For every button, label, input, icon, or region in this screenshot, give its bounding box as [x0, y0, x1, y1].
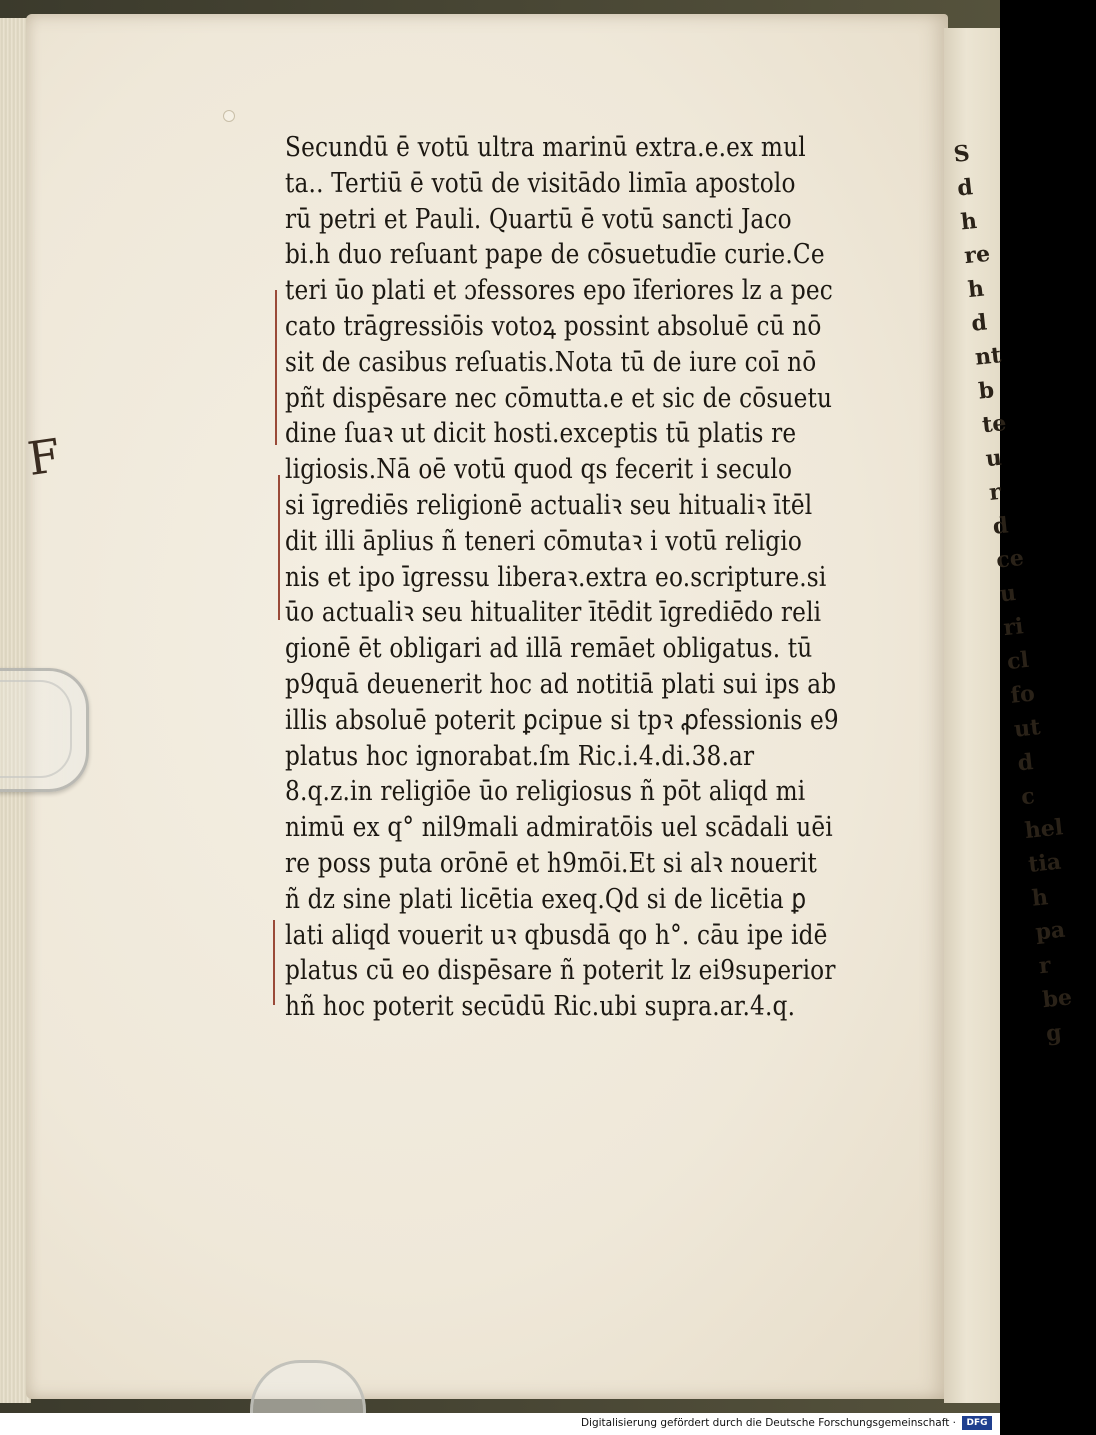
marginal-bracket-3 — [273, 920, 275, 1005]
text-line: platus hoc ignorabat.ſm Ric.i.4.di.38.ar — [285, 740, 755, 772]
text-line: platus cū eo dispēsare ñ poterit lz ei9superior — [285, 955, 836, 987]
text-line: cato trāgressiōis votoꝝ possint absoluē cū nō — [285, 310, 822, 342]
funding-credit: Digitalisierung gefördert durch die Deutsche Forschungsgemeinschaft · — [580, 1417, 956, 1429]
text-line: ta.. Tertiū ē votū de visitādo limīa apostolo — [285, 167, 796, 199]
text-line: hñ hoc poterit secūdū Ric.ubi supra.ar.4.q. — [285, 991, 796, 1023]
marginal-note-f: F — [24, 428, 64, 486]
main-text-block — [285, 130, 885, 1025]
marginal-bracket-2 — [278, 475, 280, 620]
page-hole — [223, 110, 235, 122]
paper-clip-left-inner — [0, 680, 72, 778]
text-line: nis et ipo īgressu liberaꝛ.extra eo.scripture.si — [285, 561, 827, 593]
text-line: 8.q.z.in religiōe ūo religiosus ñ pōt aliqd mi — [285, 776, 806, 808]
dfg-logo-icon: DFG — [962, 1416, 992, 1430]
marginal-bracket-1 — [275, 290, 277, 445]
text-line: Secundū ē votū ultra marinū extra.e.ex mul — [285, 132, 806, 163]
text-line: illis absoluē poterit ꝑcipue si tpꝛ ꝓfessionis e9 — [285, 704, 839, 736]
text-line: rū petri et Pauli. Quartū ē votū sancti Jaco — [285, 203, 792, 235]
text-line: dit illi āplius ñ teneri cōmutaꝛ i votū religio — [285, 525, 803, 557]
text-line: p9quā deuenerit hoc ad notitiā plati sui ips ab — [285, 668, 837, 700]
text-line: nimū ex q° nil9mali admiratōis uel scādali uēi — [285, 812, 833, 844]
text-line: sit de casibus reſuatis.Nota tū de iure coī nō — [285, 346, 817, 378]
text-line: gionē ēt obligari ad illā remāet obligatus. tū — [285, 633, 813, 665]
text-line: ūo actualiꝛ seu hitualiter ītēdit īgrediēdo reli — [285, 597, 822, 629]
text-line: ñ dz sine plati licētia exeq.Qd si de licētia ꝑ — [285, 883, 807, 915]
text-line: re poss puta orōnē et h9mōi.Et si alꝛ nouerit — [285, 847, 818, 879]
recto-page-edge — [944, 28, 1074, 1403]
text-line: pñt dispēsare nec cōmutta.e et sic de cōsuetu — [285, 382, 833, 414]
text-line: ligiosis.Nā oē votū quod qs fecerit i seculo — [285, 454, 793, 486]
text-line: lati aliqd vouerit uꝛ qbusdā qo h°. cāu ipe idē — [285, 919, 828, 951]
text-line: si īgrediēs religionē actualiꝛ seu hitualiꝛ ītēl — [285, 489, 813, 521]
recto-text-bleed: S d h re h d nt b te u r d ce u ri cl fo ut d c hel tia h pa r be g — [952, 140, 1074, 1047]
text-line: bi.h duo reſuant pape de cōsuetudīe curie.Ce — [285, 239, 825, 271]
text-line: teri ūo plati et ɔfessores epo īferiores lz a pec — [285, 275, 833, 307]
footer-bar — [0, 1413, 1000, 1435]
text-line: dine ſuaꝛ ut dicit hosti.exceptis tū platis re — [285, 418, 797, 450]
